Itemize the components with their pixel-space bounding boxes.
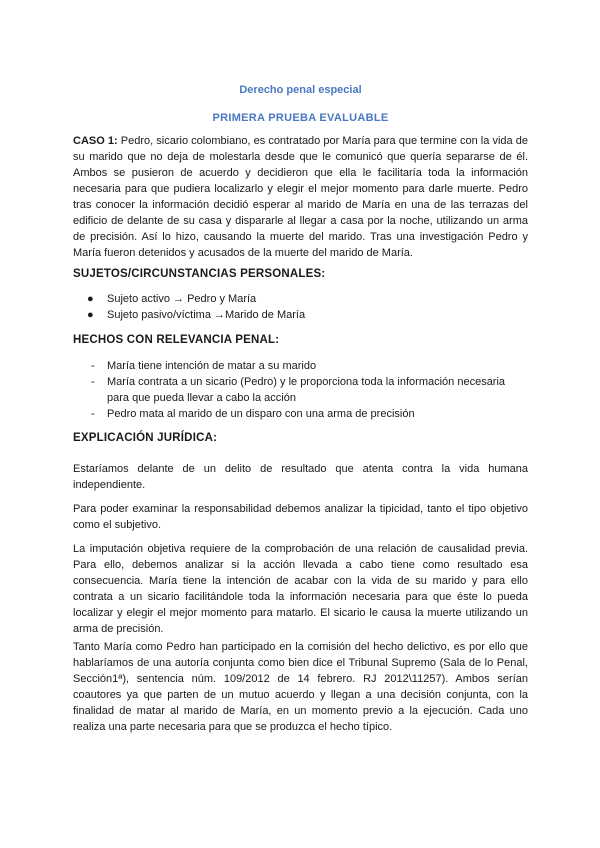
fact-item: Pedro mata al marido de un disparo con una arma de precisión [107, 408, 415, 420]
list-item [73, 406, 528, 422]
case-label: CASO 1: [73, 135, 118, 147]
legal-paragraph: Tanto María como Pedro han participado en la comisión del hecho delictivo, es por ello que hablaríamos de una autoría conjunta como bien dice el Tribunal Supremo (Sala de lo Penal, Sección1ª), sentencia núm. 109/2012 de 14 febrero. RJ 2012\11257). Ambos serían coautores ya que parten de un mutuo acuerdo y llegan a una decisión conjunta, con la finalidad de matar al marido de María, en un momento previo a la ejecución. Cada uno realiza una parte necesaria para que se produzca el hecho típico. [73, 641, 528, 733]
dash-icon: - [91, 408, 95, 420]
subjects-heading: SUJETOS/CIRCUNSTANCIAS PERSONALES: [73, 268, 326, 280]
bullet-icon: ● [87, 309, 94, 321]
subjects-list [73, 291, 528, 323]
list-item [73, 374, 528, 406]
facts-heading: HECHOS CON RELEVANCIA PENAL: [73, 334, 280, 346]
list-item [73, 358, 528, 374]
dash-icon: - [91, 376, 95, 388]
test-title: PRIMERA PRUEBA EVALUABLE [212, 112, 389, 124]
fact-item: María contrata a un sicario (Pedro) y le proporciona toda la información necesaria para que pueda llevar a cabo la acción [107, 376, 506, 404]
legal-paragraph: La imputación objetiva requiere de la comprobación de una relación de causalidad previa. Para ello, debemos analizar si la acción llevada a cabo tiene como resultado esa consecuencia. María tiene la intención de acabar con la vida de su marido y para ello contrata a un sicario facilitándole toda la información necesaria para que éste lo pueda localizar y elegir el mejor momento para matarlo. El sicario le causa la muerte utilizando un arma de precisión. [73, 543, 528, 635]
case-paragraph [73, 133, 528, 261]
legal-paragraph: Para poder examinar la responsabilidad debemos analizar la tipicidad, tanto el tipo objetivo como el subjetivo. [73, 503, 528, 531]
case-text: Pedro, sicario colombiano, es contratado por María para que termine con la vida de su marido que no deja de molestarla desde que le comunicó que quería separarse de él. Ambos se pusieron de acuerdo y decidieron que ella le facilitaría toda la información necesaria para que pudiera localizarlo y elegir el mejor momento para darle muerte. Pedro tras conocer la información decidió esperar al marido de María en una de las terrazas del edificio de delante de su casa y dispararle al llegar a casa por la noche, utilizando un arma de precisión. Así lo hizo, causando la muerte del marido. Tras una investigación Pedro y María fueron detenidos y acusados de la muerte del marido de María. [73, 135, 528, 259]
dash-icon: - [91, 360, 95, 372]
fact-item: María tiene intención de matar a su marido [107, 360, 317, 372]
bullet-icon: ● [87, 293, 94, 305]
list-item [73, 291, 528, 307]
course-title: Derecho penal especial [239, 84, 362, 96]
legal-paragraph: Estaríamos delante de un delito de resultado que atenta contra la vida humana independiente. [73, 463, 528, 491]
subject-item-passive: Sujeto pasivo/víctima →Marido de María [107, 309, 306, 321]
subject-item-active: Sujeto activo → Pedro y María [107, 293, 257, 305]
legal-heading: EXPLICACIÓN JURÍDICA: [73, 432, 218, 444]
facts-list [73, 358, 528, 422]
list-item [73, 307, 528, 323]
